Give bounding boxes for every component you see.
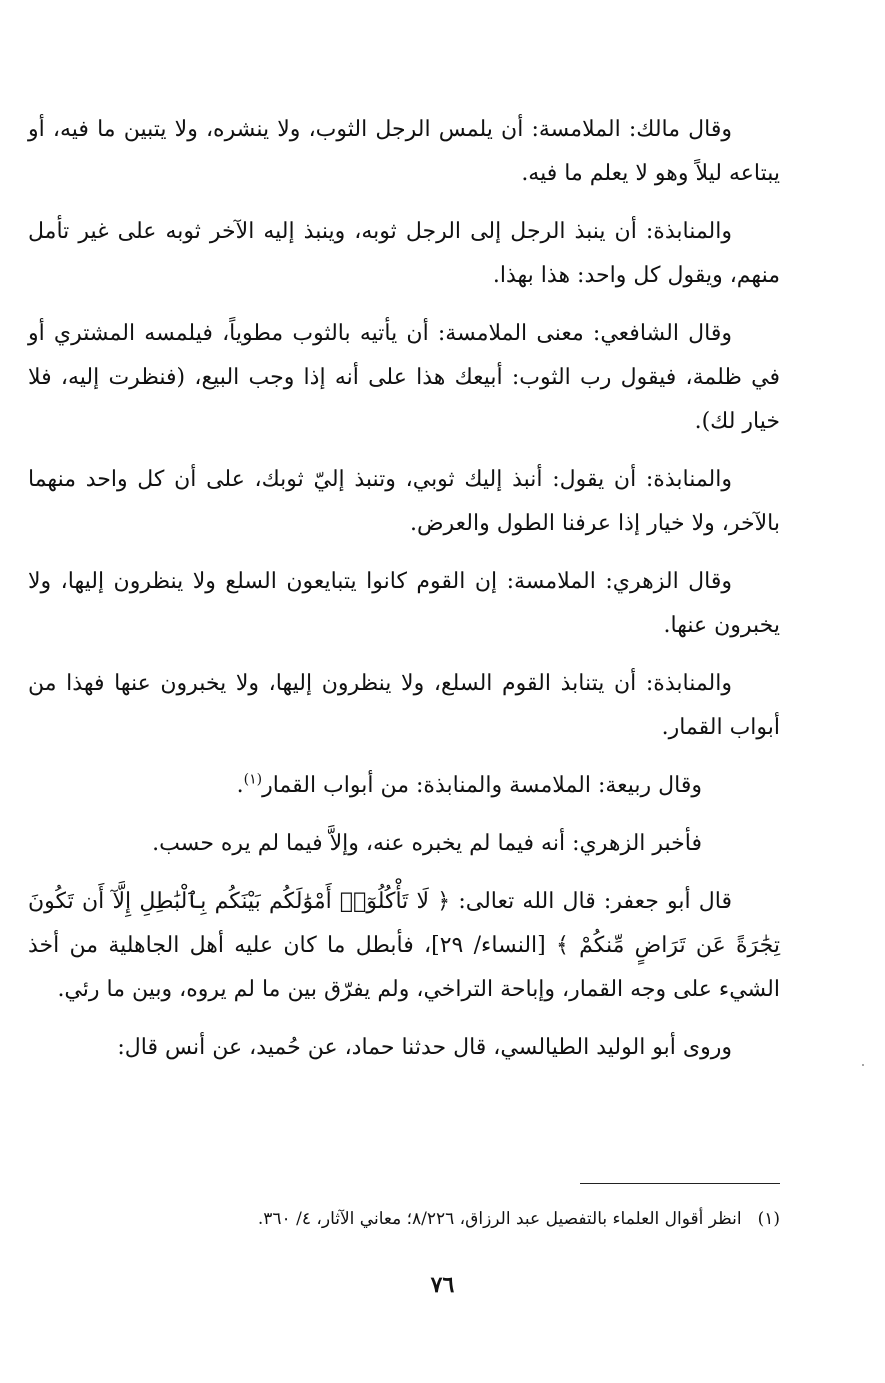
rabia-end: .: [236, 773, 244, 798]
paragraph-malik: وقال مالك: الملامسة: أن يلمس الرجل الثوب، ولا ينشره، ولا يتبين ما فيه، أو يبتاعه ليلاً وهو لا يعلم ما فيه.: [28, 117, 780, 186]
page-number: ٧٦: [430, 1272, 455, 1298]
rabia-text: وقال ربيعة: الملامسة والمنابذة: من أبواب القمار: [262, 773, 702, 798]
footnote-divider: [580, 1183, 780, 1184]
main-text-block: [28, 108, 780, 1070]
footnote-marker[interactable]: (١): [243, 771, 263, 788]
paragraph-munabadha-2: والمنابذة: أن يقول: أنبذ إليك ثوبي، وتنبذ إليّ ثوبك، على أن كل واحد منهما بالآخر، ولا خيار إذا عرفنا الطول والعرض.: [28, 467, 780, 536]
paragraph-zuhri-summary: فأخبر الزهري: أنه فيما لم يخبره عنه، وإلاَّ فيما لم يره حسب.: [152, 831, 702, 856]
paragraph-abu-jafar: [28, 880, 780, 1012]
paragraph-shafii: وقال الشافعي: معنى الملامسة: أن يأتيه بالثوب مطوياً، فيلمسه المشتري أو في ظلمة، فيقول رب الثوب: أبيعك هذا على أنه إذا وجب البيع، (فنظرت إليه، فلا خيار لك).: [28, 321, 780, 434]
paragraph-rabia: [28, 764, 780, 808]
abu-jafar-rest: [النساء/ ٢٩]، فأبطل ما كان عليه أهل الجاهلية من أخذ الشيء على وجه القمار، وإباحة التراخي، ولم يفرّق بين ما لم يروه، وبين ما رئي.: [28, 933, 780, 1002]
quran-verse: ﴿ لَا تَأْكُلُوٓا۟ أَمْوَٰلَكُم بَيْنَكُم بِٱلْبَٰطِلِ إِلَّآ أَن تَكُونَ تِجَٰرَةً عَن تَرَاضٍ مِّنكُمْ ﴾: [28, 889, 780, 958]
scan-speck: [862, 1064, 864, 1066]
footnote-number: (١): [757, 1209, 780, 1229]
paragraph-abu-walid: وروى أبو الوليد الطيالسي، قال حدثنا حماد، عن حُميد، عن أنس قال:: [117, 1035, 732, 1060]
paragraph-zuhri-mulamasa: وقال الزهري: الملامسة: إن القوم كانوا يتبايعون السلع ولا ينظرون إليها، ولا يخبرون عنها.: [28, 569, 780, 638]
paragraph-munabadha-1: والمنابذة: أن ينبذ الرجل إلى الرجل ثوبه، وينبذ إليه الآخر ثوبه على غير تأمل منهم، ويقول كل واحد: هذا بهذا.: [28, 219, 780, 288]
paragraph-munabadha-3: والمنابذة: أن يتنابذ القوم السلع، ولا ينظرون إليها، ولا يخبرون عنها فهذا من أبواب القمار.: [28, 671, 780, 740]
footnote: [28, 1204, 780, 1234]
abu-jafar-intro: قال أبو جعفر: قال الله تعالى:: [450, 889, 733, 914]
footnote-text: انظر أقوال العلماء بالتفصيل عبد الرزاق، ٨/٢٢٦؛ معاني الآثار، ٤/ ٣٦٠.: [257, 1209, 742, 1229]
